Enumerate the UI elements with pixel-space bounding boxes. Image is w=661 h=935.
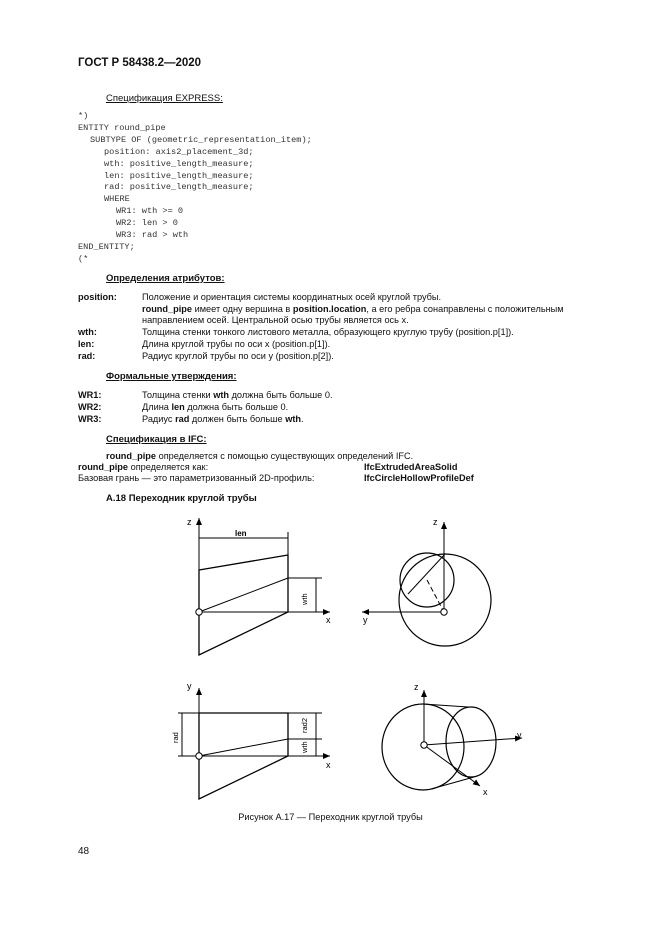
ifc-heading: Спецификация в IFC: bbox=[106, 434, 207, 445]
code-line: (* bbox=[78, 253, 89, 264]
code-line: WR2: len > 0 bbox=[116, 218, 178, 229]
code-line: rad: positive_length_measure; bbox=[104, 182, 254, 193]
term-wth: wth: bbox=[78, 327, 97, 337]
code-line: len: positive_length_measure; bbox=[104, 170, 254, 181]
code-line: position: axis2_placement_3d; bbox=[104, 146, 254, 157]
label-wth-bottom: wth bbox=[300, 741, 309, 753]
label-rad2: rad2 bbox=[300, 717, 309, 733]
label-z-bottom-right: z bbox=[414, 682, 419, 692]
term-wr2: WR2: bbox=[78, 402, 102, 412]
label-z-top-right: z bbox=[433, 517, 438, 527]
ifc-line-3: Базовая грань — это параметризованный 2D-профиль: bbox=[78, 473, 315, 483]
desc-position: Положение и ориентация системы координатных осей круглой трубы. round_pipe имеет одну вершина в position.location, а его ребра сонаправлены с положительным направлением осей. Центральной осью трубы является ось x. bbox=[142, 292, 564, 326]
label-z-top-left: z bbox=[187, 517, 192, 527]
label-y-bottom-left: y bbox=[187, 681, 192, 691]
ifc-extruded-solid: IfcExtrudedAreaSolid bbox=[364, 462, 458, 472]
figure-caption: Рисунок А.17 — Переходник круглой трубы bbox=[238, 812, 423, 822]
label-x-bottom-right: x bbox=[483, 787, 488, 797]
code-line: WR3: rad > wth bbox=[116, 230, 189, 241]
label-len: len bbox=[235, 529, 247, 538]
label-y-bottom-right: y bbox=[517, 730, 522, 740]
term-rad: rad: bbox=[78, 351, 96, 361]
term-position: position: bbox=[78, 292, 117, 302]
rules-heading: Формальные утверждения: bbox=[106, 371, 237, 382]
label-wth-top: wth bbox=[300, 593, 309, 605]
ifc-line-2: round_pipe определяется как: bbox=[78, 462, 209, 472]
origin-point bbox=[196, 609, 202, 615]
code-line: SUBTYPE OF (geometric_representation_item); bbox=[90, 134, 312, 145]
desc-wr2: Длина len должна быть больше 0. bbox=[142, 402, 289, 412]
code-line: WHERE bbox=[104, 194, 130, 205]
code-line: wth: positive_length_measure; bbox=[104, 158, 254, 169]
code-line: *) bbox=[78, 111, 89, 121]
term-wr1: WR1: bbox=[78, 390, 102, 400]
pipe-side-outline bbox=[199, 555, 288, 655]
code-line: WR1: wth >= 0 bbox=[116, 206, 184, 217]
desc-len: Длина круглой трубы по оси x (position.p[1]). bbox=[142, 339, 331, 349]
label-x-top-left: x bbox=[326, 615, 331, 625]
attributes-heading: Определения атрибутов: bbox=[106, 273, 225, 284]
label-y-top-right: y bbox=[363, 615, 368, 625]
term-len: len: bbox=[78, 339, 95, 349]
desc-rad: Радиус круглой трубы по оси y (position.p[2]). bbox=[142, 351, 334, 361]
label-rad: rad bbox=[171, 732, 180, 743]
ifc-profile-def: IfcCircleHollowProfileDef bbox=[364, 473, 474, 483]
ifc-line-1: round_pipe определяется с помощью существующих определений IFC. bbox=[106, 451, 414, 461]
desc-wr3: Радиус rad должен быть больше wth. bbox=[142, 414, 304, 424]
express-heading: Спецификация EXPRESS: bbox=[106, 93, 223, 104]
pipe-inner-edge bbox=[199, 578, 288, 612]
desc-wth: Толщина стенки тонкого листового металла, образующего круглую трубу (position.p[1]). bbox=[142, 327, 514, 337]
page-number: 48 bbox=[78, 846, 90, 857]
y-axis-bottom-right bbox=[424, 738, 522, 745]
label-x-bottom-left: x bbox=[326, 760, 331, 770]
code-line: ENTITY round_pipe bbox=[78, 122, 166, 133]
desc-wr1: Толщина стенки wth должна быть больше 0. bbox=[142, 390, 333, 400]
code-line: END_ENTITY; bbox=[78, 241, 135, 252]
section-title: А.18 Переходник круглой трубы bbox=[106, 493, 257, 504]
page-header: ГОСТ Р 58438.2—2020 bbox=[78, 57, 202, 69]
term-wr3: WR3: bbox=[78, 414, 102, 424]
